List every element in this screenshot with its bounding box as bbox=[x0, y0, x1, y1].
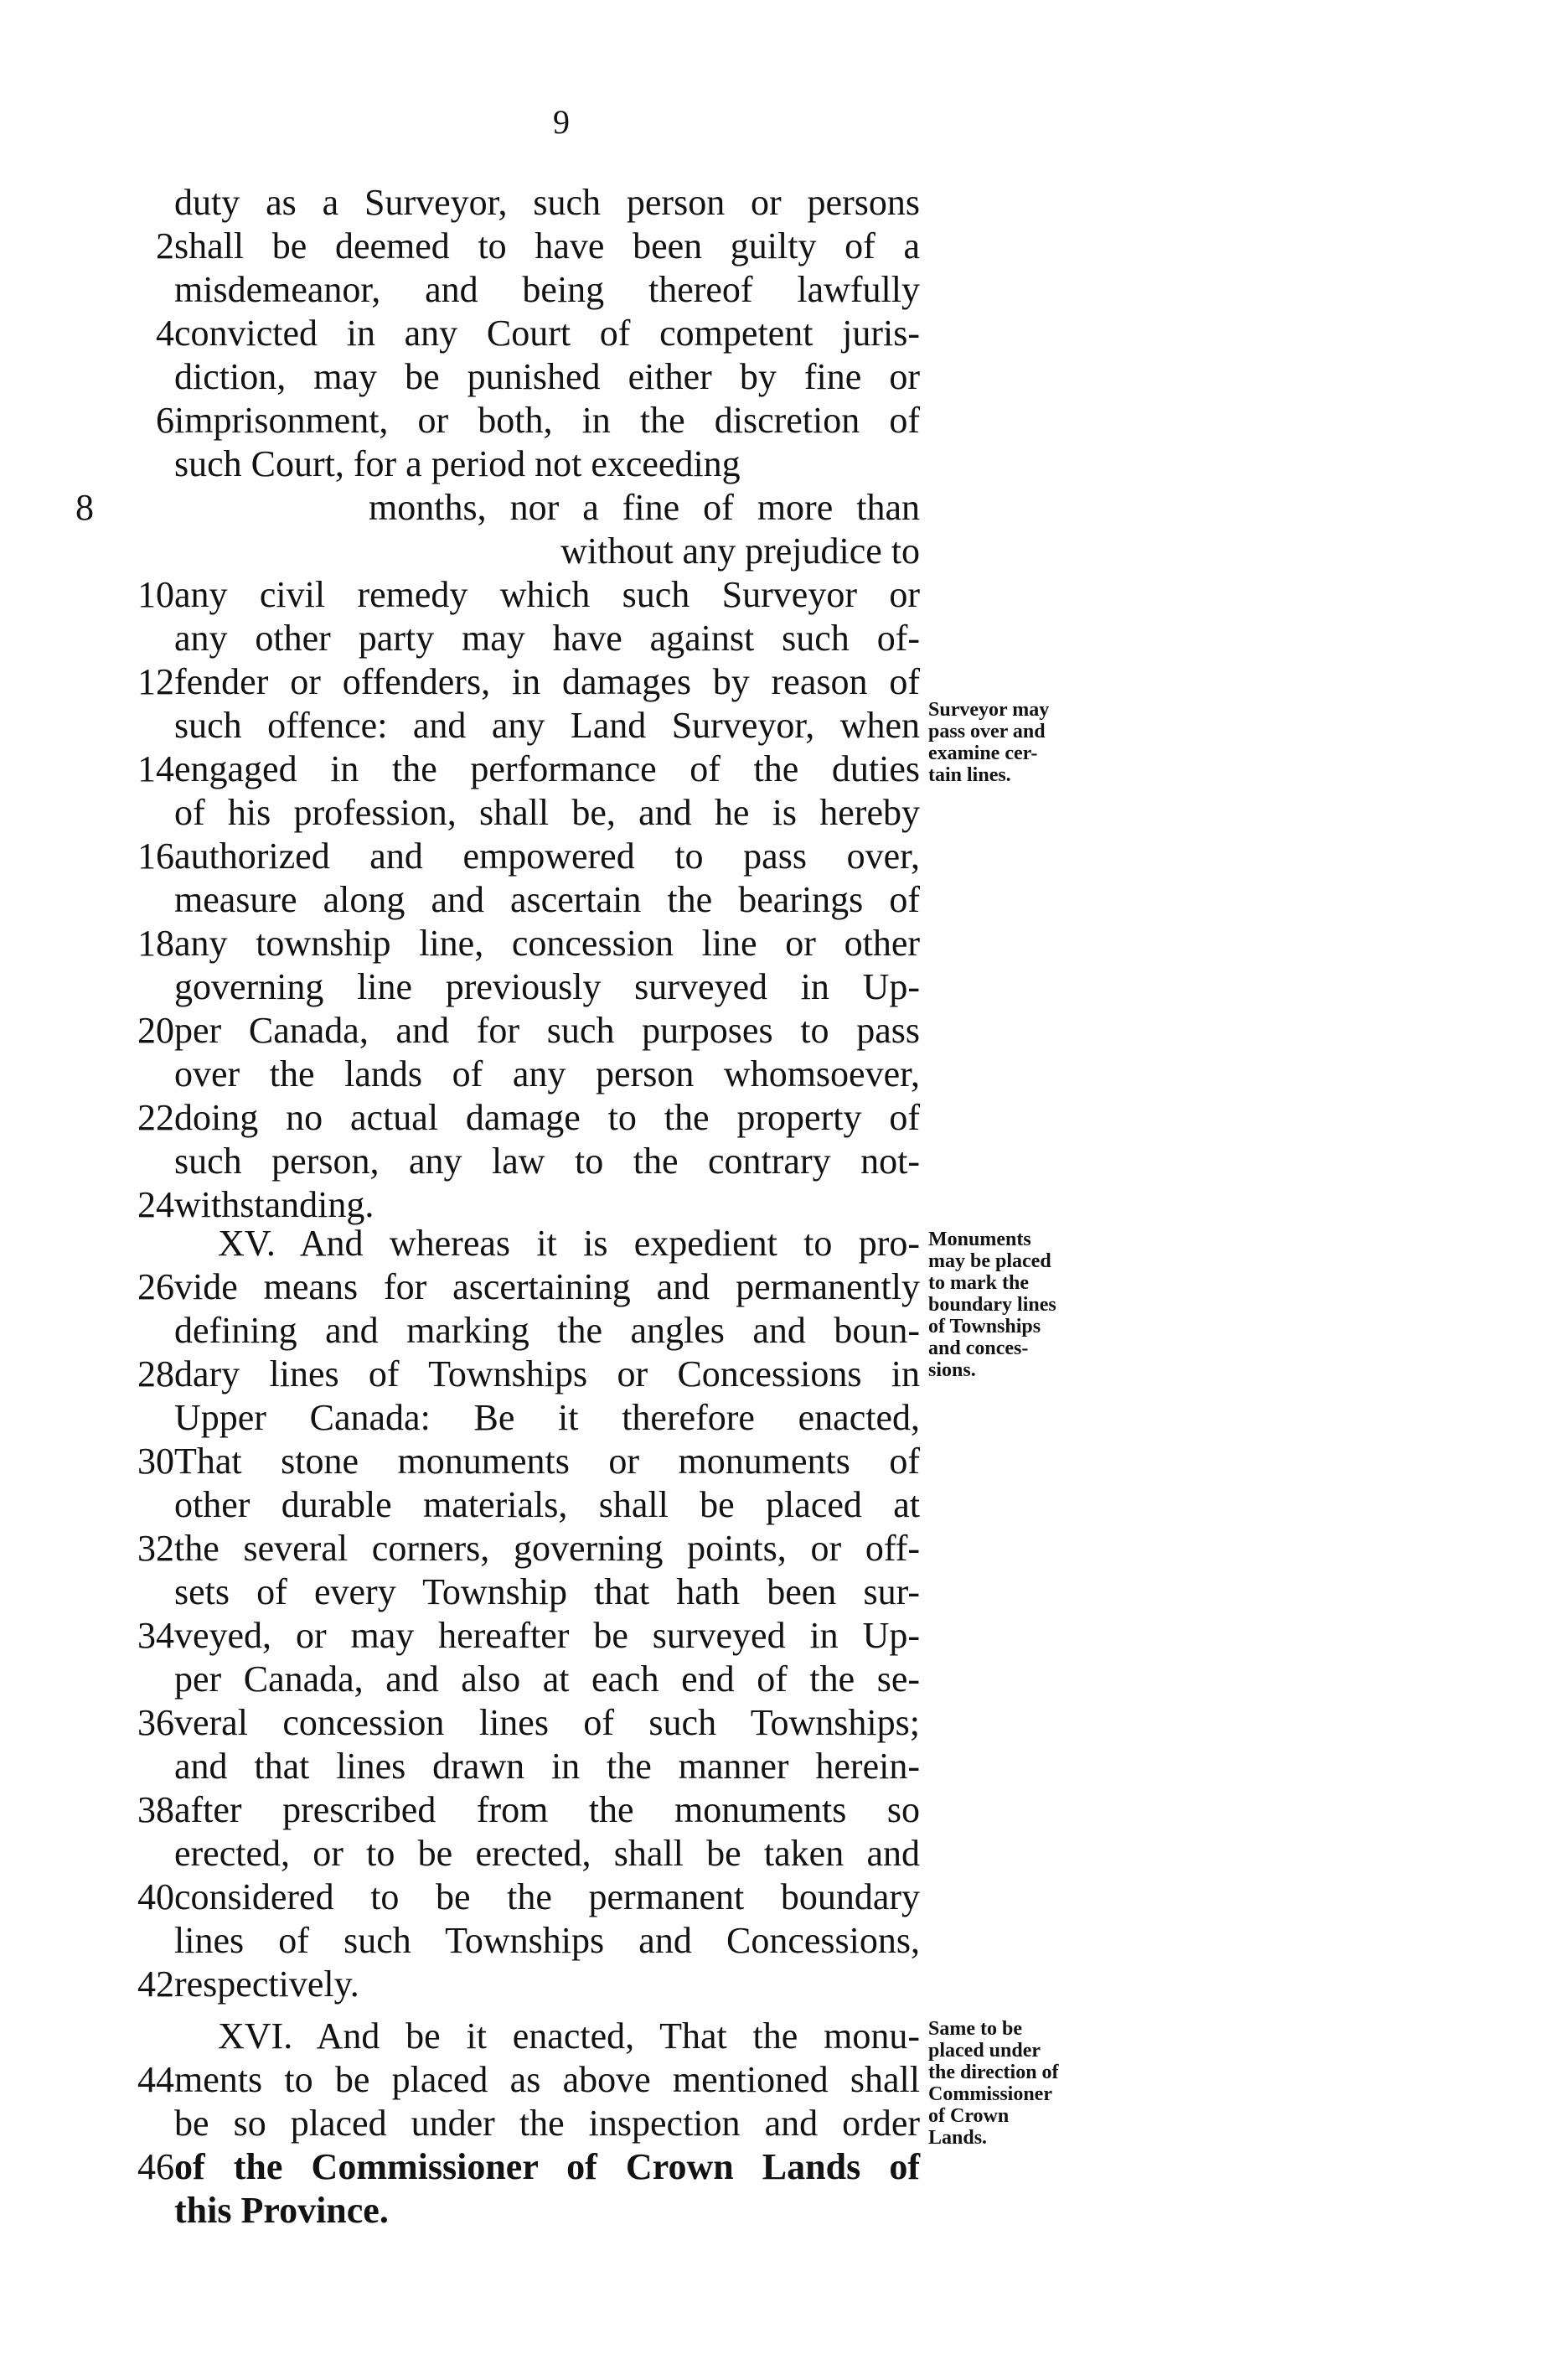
line-number: 40 bbox=[137, 1876, 174, 1917]
text-line bbox=[0, 573, 922, 617]
line-text: of his profession, shall be, and he is hereby bbox=[174, 792, 920, 833]
line-text: months, nor a fine of more than bbox=[369, 487, 920, 528]
line-text: duty as a Surveyor, such person or persons bbox=[174, 182, 920, 223]
text-line bbox=[0, 1096, 922, 1140]
text-line bbox=[0, 791, 922, 835]
line-text: doing no actual damage to the property of bbox=[174, 1097, 920, 1138]
line-number: 28 bbox=[137, 1353, 174, 1394]
margin-note-monuments bbox=[928, 1229, 1121, 1381]
text-line bbox=[0, 2058, 922, 2102]
text-line bbox=[0, 225, 922, 268]
margin-note-line: to mark the bbox=[928, 1272, 1029, 1294]
margin-note-line: Surveyor may bbox=[928, 699, 1050, 721]
text-line bbox=[0, 2189, 922, 2233]
line-number: 4 bbox=[156, 313, 174, 354]
line-text: fender or offenders, in damages by reason of bbox=[174, 661, 920, 702]
line-text: engaged in the performance of the duties bbox=[174, 748, 920, 789]
text-line bbox=[0, 748, 922, 791]
line-number: 18 bbox=[137, 923, 174, 964]
line-text: misdemeanor, and being thereof lawfully bbox=[174, 269, 920, 310]
margin-note-line: and conces- bbox=[928, 1337, 1029, 1359]
line-text: lines of such Townships and Concessions, bbox=[174, 1920, 920, 1961]
margin-note-line: of Crown bbox=[928, 2105, 1010, 2127]
text-line bbox=[0, 1353, 922, 1396]
text-line bbox=[0, 355, 922, 399]
line-text: over the lands of any person whomsoever, bbox=[174, 1053, 920, 1094]
margin-note-line: examine cer- bbox=[928, 742, 1038, 764]
text-line bbox=[0, 1009, 922, 1053]
margin-note-line: Lands. bbox=[928, 2127, 988, 2149]
line-number: 34 bbox=[137, 1615, 174, 1656]
text-line bbox=[0, 1440, 922, 1483]
margin-note-line: may be placed bbox=[928, 1250, 1051, 1272]
text-line bbox=[0, 1701, 922, 1745]
line-text: veral concession lines of such Townships; bbox=[174, 1702, 920, 1743]
text-line bbox=[0, 399, 922, 442]
line-text: such Court, for a period not exceeding bbox=[174, 443, 741, 484]
text-line bbox=[0, 1876, 922, 1919]
line-text: any township line, concession line or other bbox=[174, 923, 920, 964]
margin-note-line: boundary lines bbox=[928, 1294, 1056, 1316]
line-number: 24 bbox=[137, 1184, 174, 1225]
line-text: such offence: and any Land Surveyor, when bbox=[174, 705, 920, 746]
text-line bbox=[0, 1183, 922, 1227]
text-line bbox=[0, 878, 922, 922]
line-number: 8 bbox=[75, 487, 94, 528]
line-text: diction, may be punished either by fine or bbox=[174, 356, 920, 397]
margin-note-surveyor bbox=[928, 699, 1121, 786]
line-number: 22 bbox=[137, 1097, 174, 1138]
line-text: this Province. bbox=[174, 2190, 389, 2231]
line-number: 16 bbox=[137, 836, 174, 877]
line-text: measure along and ascertain the bearings of bbox=[174, 879, 920, 920]
text-line bbox=[0, 660, 922, 704]
line-number: 32 bbox=[137, 1528, 174, 1569]
line-text: be so placed under the inspection and order bbox=[174, 2103, 920, 2144]
line-number: 14 bbox=[137, 748, 174, 789]
line-text: That stone monuments or monuments of bbox=[174, 1441, 920, 1482]
text-line bbox=[0, 312, 922, 355]
line-text: any other party may have against such of- bbox=[174, 618, 920, 659]
line-number: 46 bbox=[137, 2146, 174, 2187]
line-text: shall be deemed to have been guilty of a bbox=[174, 225, 920, 266]
line-text: the several corners, governing points, or off- bbox=[174, 1528, 920, 1569]
text-line bbox=[0, 1222, 922, 1265]
line-text: other durable materials, shall be placed at bbox=[174, 1484, 920, 1525]
text-line bbox=[0, 1265, 922, 1309]
margin-note-line: Commissioner bbox=[928, 2083, 1052, 2105]
line-text: after prescribed from the monuments so bbox=[174, 1789, 920, 1830]
line-text: convicted in any Court of competent juris- bbox=[174, 313, 920, 354]
line-text: such person, any law to the contrary not- bbox=[174, 1141, 920, 1182]
line-number: 20 bbox=[137, 1010, 174, 1051]
margin-note-line: of Townships bbox=[928, 1316, 1041, 1337]
text-line bbox=[0, 1053, 922, 1096]
line-text: veyed, or may hereafter be surveyed in Up- bbox=[174, 1615, 920, 1656]
text-line bbox=[0, 530, 922, 573]
line-text: dary lines of Townships or Concessions in bbox=[174, 1353, 920, 1394]
line-text: vide means for ascertaining and permanently bbox=[174, 1266, 920, 1307]
line-number: 2 bbox=[156, 225, 174, 266]
line-text: sets of every Township that hath been sur- bbox=[174, 1571, 920, 1612]
line-text: without any prejudice to bbox=[560, 530, 920, 572]
line-text: any civil remedy which such Surveyor or bbox=[174, 574, 920, 615]
text-line bbox=[0, 1832, 922, 1876]
text-line bbox=[0, 1527, 922, 1570]
text-line bbox=[0, 1745, 922, 1788]
text-line bbox=[0, 1396, 922, 1440]
line-text: imprisonment, or both, in the discretion of bbox=[174, 400, 920, 441]
text-line bbox=[0, 617, 922, 660]
text-line bbox=[0, 486, 922, 530]
line-text: XVI. And be it enacted, That the monu- bbox=[218, 2015, 920, 2057]
margin-note-line: Monuments bbox=[928, 1229, 1031, 1250]
margin-note-line: placed under bbox=[928, 2040, 1041, 2062]
line-number: 6 bbox=[156, 400, 174, 441]
text-line bbox=[0, 2145, 922, 2189]
text-line bbox=[0, 181, 922, 225]
text-line bbox=[0, 1140, 922, 1183]
text-line bbox=[0, 835, 922, 878]
margin-note-line: tain lines. bbox=[928, 764, 1011, 786]
line-text: defining and marking the angles and boun- bbox=[174, 1310, 920, 1351]
page-number: 9 bbox=[553, 103, 570, 141]
line-number: 38 bbox=[137, 1789, 174, 1830]
line-text: per Canada, and for such purposes to pass bbox=[174, 1010, 920, 1051]
text-line bbox=[0, 704, 922, 748]
line-number: 44 bbox=[137, 2059, 174, 2100]
line-number: 10 bbox=[137, 574, 174, 615]
line-text: governing line previously surveyed in Up- bbox=[174, 966, 920, 1007]
line-text: withstanding. bbox=[174, 1184, 374, 1225]
margin-note-line: sions. bbox=[928, 1359, 976, 1381]
line-text: Upper Canada: Be it therefore enacted, bbox=[174, 1397, 920, 1438]
text-line bbox=[0, 1483, 922, 1527]
text-line bbox=[0, 1614, 922, 1658]
text-line bbox=[0, 922, 922, 965]
line-text: XV. And whereas it is expedient to pro- bbox=[218, 1223, 920, 1264]
text-line bbox=[0, 965, 922, 1009]
margin-note-line: pass over and bbox=[928, 721, 1046, 742]
line-text: and that lines drawn in the manner herein- bbox=[174, 1746, 920, 1787]
line-text: ments to be placed as above mentioned shall bbox=[174, 2059, 920, 2100]
line-text: authorized and empowered to pass over, bbox=[174, 836, 920, 877]
text-line bbox=[0, 268, 922, 312]
line-number: 26 bbox=[137, 1266, 174, 1307]
text-line bbox=[0, 442, 922, 486]
text-line bbox=[0, 2015, 922, 2058]
text-line bbox=[0, 1658, 922, 1701]
margin-note-line: Same to be bbox=[928, 2018, 1022, 2040]
text-line bbox=[0, 1788, 922, 1832]
margin-note-commissioner bbox=[928, 2018, 1121, 2149]
line-text: per Canada, and also at each end of the se- bbox=[174, 1658, 920, 1700]
line-number: 42 bbox=[137, 1964, 174, 2005]
text-line bbox=[0, 2102, 922, 2145]
line-text: erected, or to be erected, shall be taken and bbox=[174, 1833, 920, 1874]
line-number: 30 bbox=[137, 1441, 174, 1482]
line-number: 12 bbox=[137, 661, 174, 702]
line-text: considered to be the permanent boundary bbox=[174, 1876, 920, 1917]
line-text: of the Commissioner of Crown Lands of bbox=[174, 2146, 920, 2187]
text-line bbox=[0, 1570, 922, 1614]
text-line bbox=[0, 1309, 922, 1353]
line-number: 36 bbox=[137, 1702, 174, 1743]
text-line bbox=[0, 1963, 922, 2006]
text-line bbox=[0, 1919, 922, 1963]
margin-note-line: the direction of bbox=[928, 2062, 1059, 2083]
line-text: respectively. bbox=[174, 1964, 359, 2005]
